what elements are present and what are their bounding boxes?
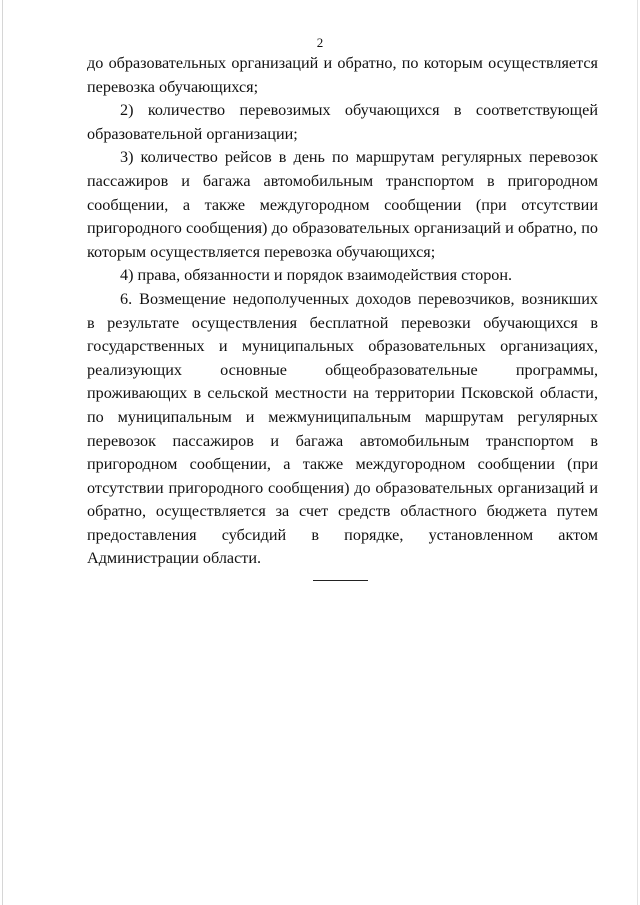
page-number: 2 <box>316 35 324 50</box>
text-line <box>87 146 598 170</box>
document-body <box>87 52 598 571</box>
text-line: перевозка обучающихся; <box>87 77 259 96</box>
scan-edge-right <box>637 0 638 905</box>
text-line: до образовательных организаций и обратно, по которым осуществляется <box>87 54 598 72</box>
text-line: проживающих в сельской местности на территории Псковской области, <box>87 384 598 403</box>
text-line: сообщении, а также междугородном сообщении (при отсутствии <box>87 195 598 214</box>
text-line: предоставления субсидий в порядке, установленном актом <box>87 525 598 544</box>
text-line: образовательной организации; <box>87 124 298 143</box>
text-line: Администрации области. <box>87 549 262 568</box>
paragraph-item-2 <box>87 99 598 146</box>
paragraph-continuation <box>87 52 598 99</box>
text-line-content: 2) количество перевозимых обучающихся в соответствующей <box>120 101 598 120</box>
text-line: пассажиров и багажа автомобильным транспортом в пригородном <box>87 171 598 190</box>
text-line <box>87 99 598 123</box>
text-line-content: 4) права, обязанности и порядок взаимодействия сторон. <box>120 266 513 285</box>
text-line-content: 3) количество рейсов в день по маршрутам регулярных перевозок <box>120 148 598 167</box>
text-line: пригородного сообщения) до образовательных организаций и обратно, по <box>87 219 598 238</box>
paragraph-item-3 <box>87 146 598 264</box>
text-line: пригородном сообщении, а также междугородном сообщении (при <box>87 455 598 474</box>
text-line: реализующих основные общеобразовательные программы, <box>87 360 598 379</box>
text-line: по муниципальным и межмуниципальным маршрутам регулярных <box>87 407 598 426</box>
text-line: государственных и муниципальных образовательных организациях, <box>87 337 598 356</box>
text-line-content: 6. Возмещение недополученных доходов перевозчиков, возникших <box>120 289 598 308</box>
text-line: которым осуществляется перевозка обучающихся; <box>87 242 436 261</box>
paragraph-item-4 <box>87 264 598 288</box>
text-line <box>87 288 598 312</box>
text-line: обратно, осуществляется за счет средств областного бюджета путем <box>87 502 598 521</box>
scan-edge-left <box>2 0 3 905</box>
text-line <box>87 264 598 288</box>
text-line: перевозок пассажиров и багажа автомобильным транспортом в <box>87 431 598 450</box>
paragraph-item-6 <box>87 288 598 571</box>
text-line: в результате осуществления бесплатной перевозки обучающихся в <box>87 313 598 332</box>
text-line: отсутствии пригородного сообщения) до образовательных организаций и <box>87 478 598 497</box>
end-of-document-separator <box>313 580 368 581</box>
